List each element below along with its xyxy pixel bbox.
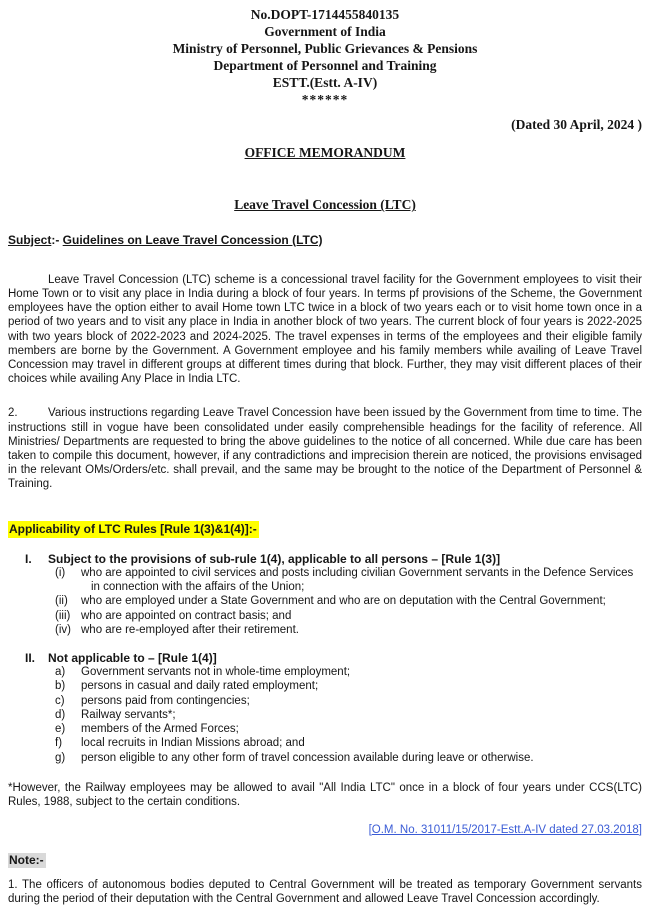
list-marker: (iv) [55,623,71,636]
date-line: (Dated 30 April, 2024 ) [511,117,642,132]
section-2-marker: II. [25,651,36,666]
department-name: Department of Personnel and Training [213,58,437,73]
list-marker: (iii) [55,609,71,622]
list-item-text: who are re-employed after their retirement. [81,623,299,636]
bracket-close: ] [638,824,642,837]
list-item [8,751,642,765]
bracket-open: [ [368,824,372,837]
list-item-text: who are appointed to civil services and posts including civilian Government servants in the Defence Services in connection with the affairs of the Union; [81,567,634,594]
rule-section-2 [8,651,642,765]
intro-paragraph: Leave Travel Concession (LTC) scheme is a concessional travel facility for the Government employees to visit their Home Town or to visit any place in India during a block of four years. In terms pf provisions of the Scheme, the Government employees have the option either to avail Home town LTC twice in a block of two years each or to visit home town once in a period of two years and to visit any place in India in another block of two years. The current block of four years is 2022-2025 with two years block of 2022-2023 and 2024-2025. The travel expenses in terms of the employees and their eligible family members are borne by the Government. A Government employee and his family members while availing of Leave Travel Concession may travel in different groups at different times during that block. Further, they may visit different places of their choices while availing Any Place in India LTC. [8,273,642,386]
list-marker: c) [55,694,65,707]
list-item [8,623,642,637]
list-marker: b) [55,680,66,693]
list-item-text: local recruits in Indian Missions abroad; and [81,737,305,750]
list-item [8,566,642,594]
doc-title: Leave Travel Concession (LTC) [234,197,416,213]
list-marker: (ii) [55,595,68,608]
subject-separator: :- [51,232,63,247]
list-marker: (i) [55,567,66,580]
paragraph-2-number: 2. [8,407,18,420]
list-item-text: members of the Armed Forces; [81,723,239,736]
reference-number: No.DOPT-1714455840135 [250,7,400,22]
list-marker: e) [55,723,66,736]
subject-line [8,233,642,247]
list-item-text: who are appointed on contract basis; and [81,609,292,622]
list-item [8,609,642,623]
list-item [8,722,642,736]
subject-text: Guidelines on Leave Travel Concession (LTC) [62,232,323,247]
section-2-heading [8,651,642,665]
rule-section-1 [8,552,642,637]
list-item-text: persons paid from contingencies; [81,694,250,707]
list-item [8,679,642,693]
list-item-text: person eligible to any other form of travel concession available during leave or otherwise. [81,751,534,764]
om-reference-line [8,823,642,837]
list-item-text: who are employed under a State Government and who are on deputation with the Central Government; [81,595,606,608]
railway-footnote: *However, the Railway employees may be allowed to avail "All India LTC" once in a block of four years under CCS(LTC) Rules, 1988, subject to the certain conditions. [8,781,642,808]
applicability-heading [8,522,642,536]
stars-separator: ****** [301,92,349,107]
section-2-title: Not applicable to – [Rule 1(4)] [48,651,217,666]
list-item [8,594,642,608]
note-label: Note:- [9,853,44,868]
list-item [8,708,642,722]
list-item-text: persons in casual and daily rated employment; [81,680,319,693]
paragraph-2-text: Various instructions regarding Leave Travel Concession have been issued by the Government from time to time. The instructions still in vogue have been consolidated under easily comprehensible headings for the facility of reference. All Ministries/ Departments are requested to bring the above guidelines to the notice of all concerned. While due care has been taken to compile this document, however, if any contradictions and imprecision therein are noticed, the provisions envisaged in the relevant OMs/Orders/etc. shall prevail, and the same may be brought to the notice of the Department of Personnel & Training. [8,407,642,491]
note-item-1: 1. The officers of autonomous bodies deputed to Central Government will be treated as temporary Government servants during the period of their deputation with the Central Government and allowed Leave Travel Concession accordingly. [8,878,642,905]
org-name: Government of India [264,24,386,39]
memo-title: OFFICE MEMORANDUM [244,145,406,161]
list-item-text: Railway servants*; [81,708,176,721]
paragraph-2 [8,406,642,491]
list-item [8,665,642,679]
list-marker: d) [55,708,66,721]
list-item-text: Government servants not in whole-time employment; [81,666,351,679]
list-item [8,736,642,750]
list-item [8,694,642,708]
section-1-title: Subject to the provisions of sub-rule 1(4), applicable to all persons – [Rule 1(3)] [48,551,501,566]
highlighted-text: Applicability of LTC Rules [Rule 1(3)&1(4)]:- [9,521,257,536]
branch-name: ESTT.(Estt. A-IV) [272,75,378,90]
letterhead [8,6,642,108]
list-marker: g) [55,751,66,764]
subject-label: Subject [8,232,52,247]
section-1-marker: I. [25,551,32,566]
ministry-name: Ministry of Personnel, Public Grievances & Pensions [172,41,478,56]
om-reference-link[interactable]: O.M. No. 31011/15/2017-Estt.A-IV dated 27.03.2018 [371,824,639,837]
list-marker: a) [55,666,66,679]
section-1-heading [8,552,642,566]
list-marker: f) [55,737,63,750]
